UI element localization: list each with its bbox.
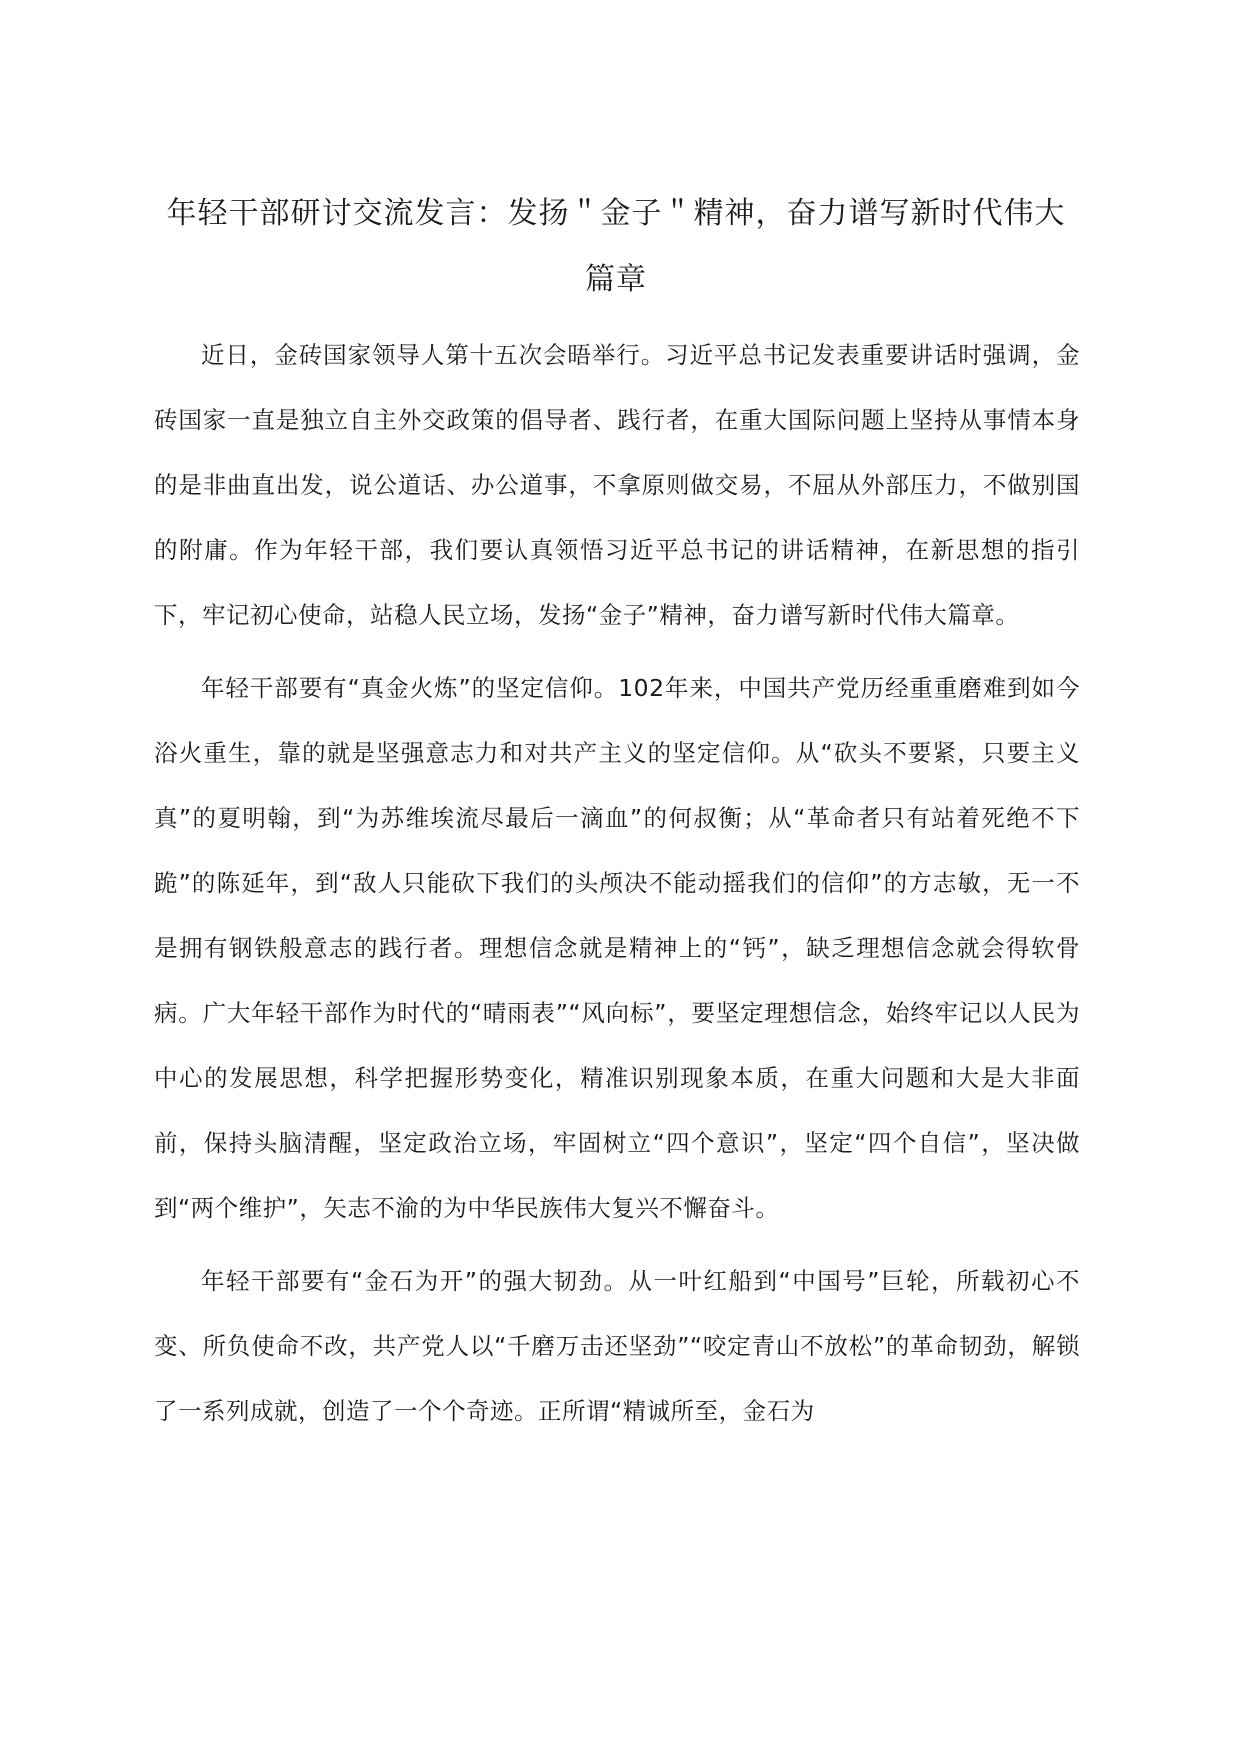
document-title: 年轻干部研讨交流发言：发扬＂金子＂精神，奋力谱写新时代伟大篇章	[166, 196, 1066, 297]
document-body	[154, 323, 1080, 1452]
paragraph: 近日，金砖国家领导人第十五次会晤举行。习近平总书记发表重要讲话时强调，金砖国家一直是独立自主外交政策的倡导者、践行者，在重大国际问题上坚持从事情本身的是非曲直出发，说公道话、办公道事，不拿原则做交易，不屈从外部压力，不做别国的附庸。作为年轻干部，我们要认真领悟习近平总书记的讲话精神，在新思想的指引下，牢记初心使命，站稳人民立场，发扬“金子”精神，奋力谱写新时代伟大篇章。	[154, 341, 1080, 629]
paragraph: 年轻干部要有“金石为开”的强大韧劲。从一叶红船到“中国号”巨轮，所载初心不变、所负使命不改，共产党人以“千磨万击还坚劲”“咬定青山不放松”的革命韧劲，解锁了一系列成就，创造了一个个奇迹。正所谓“精诚所至，金石为	[154, 1267, 1080, 1425]
paragraph: 年轻干部要有“真金火炼”的坚定信仰。102年来，中国共产党历经重重磨难到如今浴火重生，靠的就是坚强意志力和对共产主义的坚定信仰。从“砍头不要紧，只要主义真”的夏明翰，到“为苏维埃流尽最后一滴血”的何叔衡；从“革命者只有站着死绝不下跪”的陈延年，到“敌人只能砍下我们的头颅决不能动摇我们的信仰”的方志敏，无一不是拥有钢铁般意志的践行者。理想信念就是精神上的“钙”，缺乏理想信念就会得软骨病。广大年轻干部作为时代的“晴雨表”“风向标”，要坚定理想信念，始终牢记以人民为中心的发展思想，科学把握形势变化，精准识别现象本质，在重大问题和大是大非面前，保持头脑清醒，坚定政治立场，牢固树立“四个意识”，坚定“四个自信”，坚决做到“两个维护”，矢志不渝的为中华民族伟大复兴不懈奋斗。	[154, 674, 1080, 1222]
